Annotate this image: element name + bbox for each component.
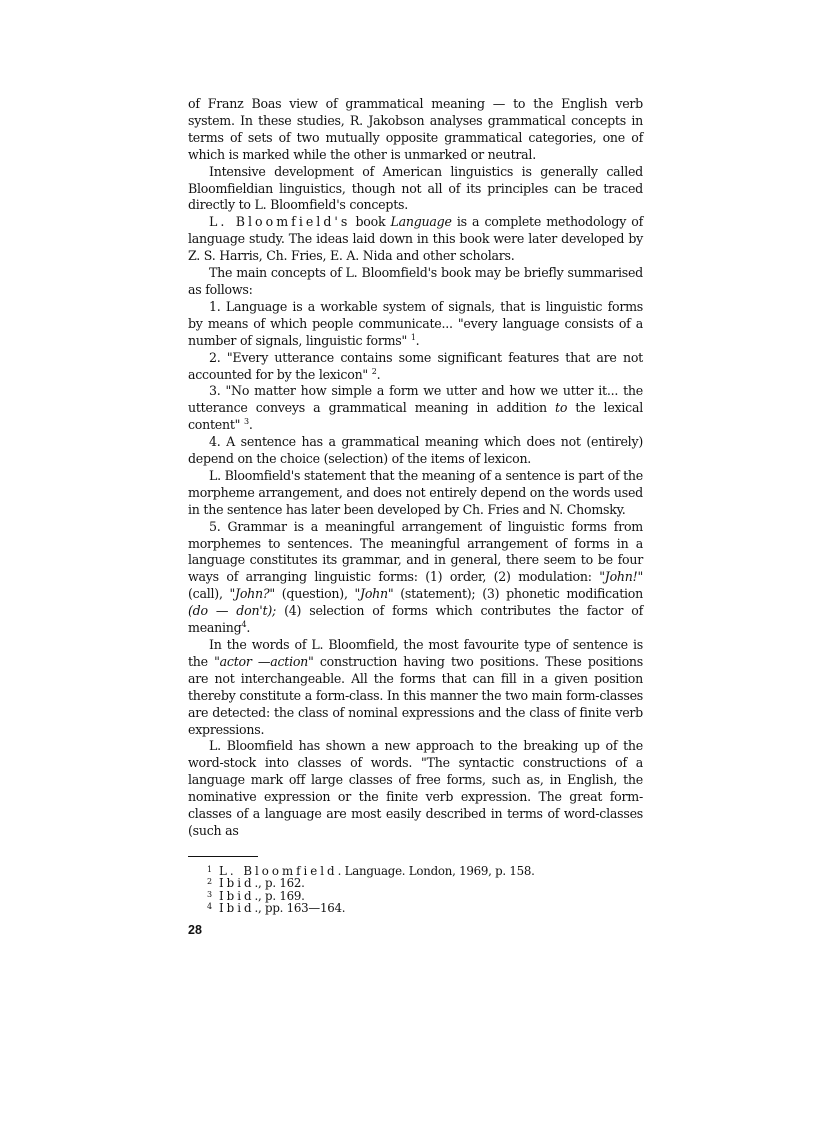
footnote-divider bbox=[188, 856, 258, 857]
footnotes bbox=[188, 865, 643, 915]
footnote-ref: 1 bbox=[410, 332, 416, 342]
paragraph: L. Bloomfield's statement that the meaning of a sentence is part of the morpheme arrangement, and does not entirely depend on the words used in the sentence has later been developed by Ch. Fries and N. Chomsky. bbox=[188, 467, 643, 517]
paragraph: of Franz Boas view of grammatical meaning — to the English verb system. In these studies, R. Jakobson analyses grammatical concepts in terms of sets of two mutually opposite grammatical categories, one of which is marked while the other is unmarked or neutral. bbox=[188, 96, 643, 162]
footnote: 4 Ibid., pp. 163—164. bbox=[207, 901, 346, 916]
book-title: Language bbox=[390, 214, 452, 230]
paragraph: The main concepts of L. Bloomfield's book may be briefly summarised as follows: bbox=[188, 265, 643, 297]
list-item: 4. A sentence has a grammatical meaning which does not (entirely) depend on the choice (selection) of the items of lexicon. bbox=[188, 434, 643, 467]
author-name: L. Bloomfield's bbox=[209, 214, 351, 230]
paragraph: In the words of L. Bloomfield, the most favourite type of sentence is the "actor —action" construction having two positions. These positions are not interchangeable. All the forms that can fill in a given position thereby constitute a form-class. In this manner the two main form-classes are detected: the class of nominal expressions and the class of finite verb expressions. bbox=[188, 637, 643, 737]
paragraph: Intensive development of American linguistics is generally called Bloomfieldian linguistics, though not all of its principles can be traced directly to L. Bloomfield's concepts. bbox=[188, 163, 643, 213]
list-item: 1. Language is a workable system of signals, that is linguistic forms by means of which people communicate... "every language consists of a number of signals, linguistic forms" $^1$. bbox=[188, 298, 643, 348]
footnote: 3 Ibid., p. 169. bbox=[207, 888, 305, 903]
list-item: 3. "No matter how simple a form we utter and how we utter it... the utterance conveys a grammatical meaning in addition to the lexical content" $^3$. bbox=[188, 383, 643, 433]
list-item: 5. Grammar is a meaningful arrangement of linguistic forms from morphemes to sentences. The meaningful arrangement of forms in a language constitutes its grammar, and in general, there seem to be four ways of arranging linguistic forms: (1) order, (2) modulation: "John!" (call), "John?" (question), "John" (statement); (3) phonetic modification (do — don't); (4) selection of forms which contributes the factor of meaning$^4$. bbox=[188, 518, 644, 636]
page-content bbox=[188, 96, 643, 938]
page-number: 28 bbox=[188, 922, 202, 937]
footnote-ref: 3 bbox=[244, 417, 249, 427]
footnote-ref: 2 bbox=[371, 366, 377, 376]
footnote-ref: 4 bbox=[241, 620, 247, 630]
paragraph: L. Bloomfield has shown a new approach to the breaking up of the word-stock into classes of words. "The syntactic constructions of a language mark off large classes of free forms, such as, in English, the nominative expression or the finite verb expression. The great form-classes of a language are most easily described in terms of word-classes (such as bbox=[188, 738, 643, 838]
footnote: 1 L. Bloomfield. Language. London, 1969, p. 158. bbox=[207, 863, 535, 878]
paragraph: L. Bloomfield's book Language is a complete methodology of language study. The ideas laid down in this book were later developed by Z. S. Harris, Ch. Fries, E. A. Nida and other scholars. bbox=[188, 214, 643, 264]
footnote: 2 Ibid., p. 162. bbox=[207, 876, 305, 891]
list-item: 2. "Every utterance contains some significant features that are not accounted for by the lexicon" $^2$. bbox=[188, 349, 643, 382]
